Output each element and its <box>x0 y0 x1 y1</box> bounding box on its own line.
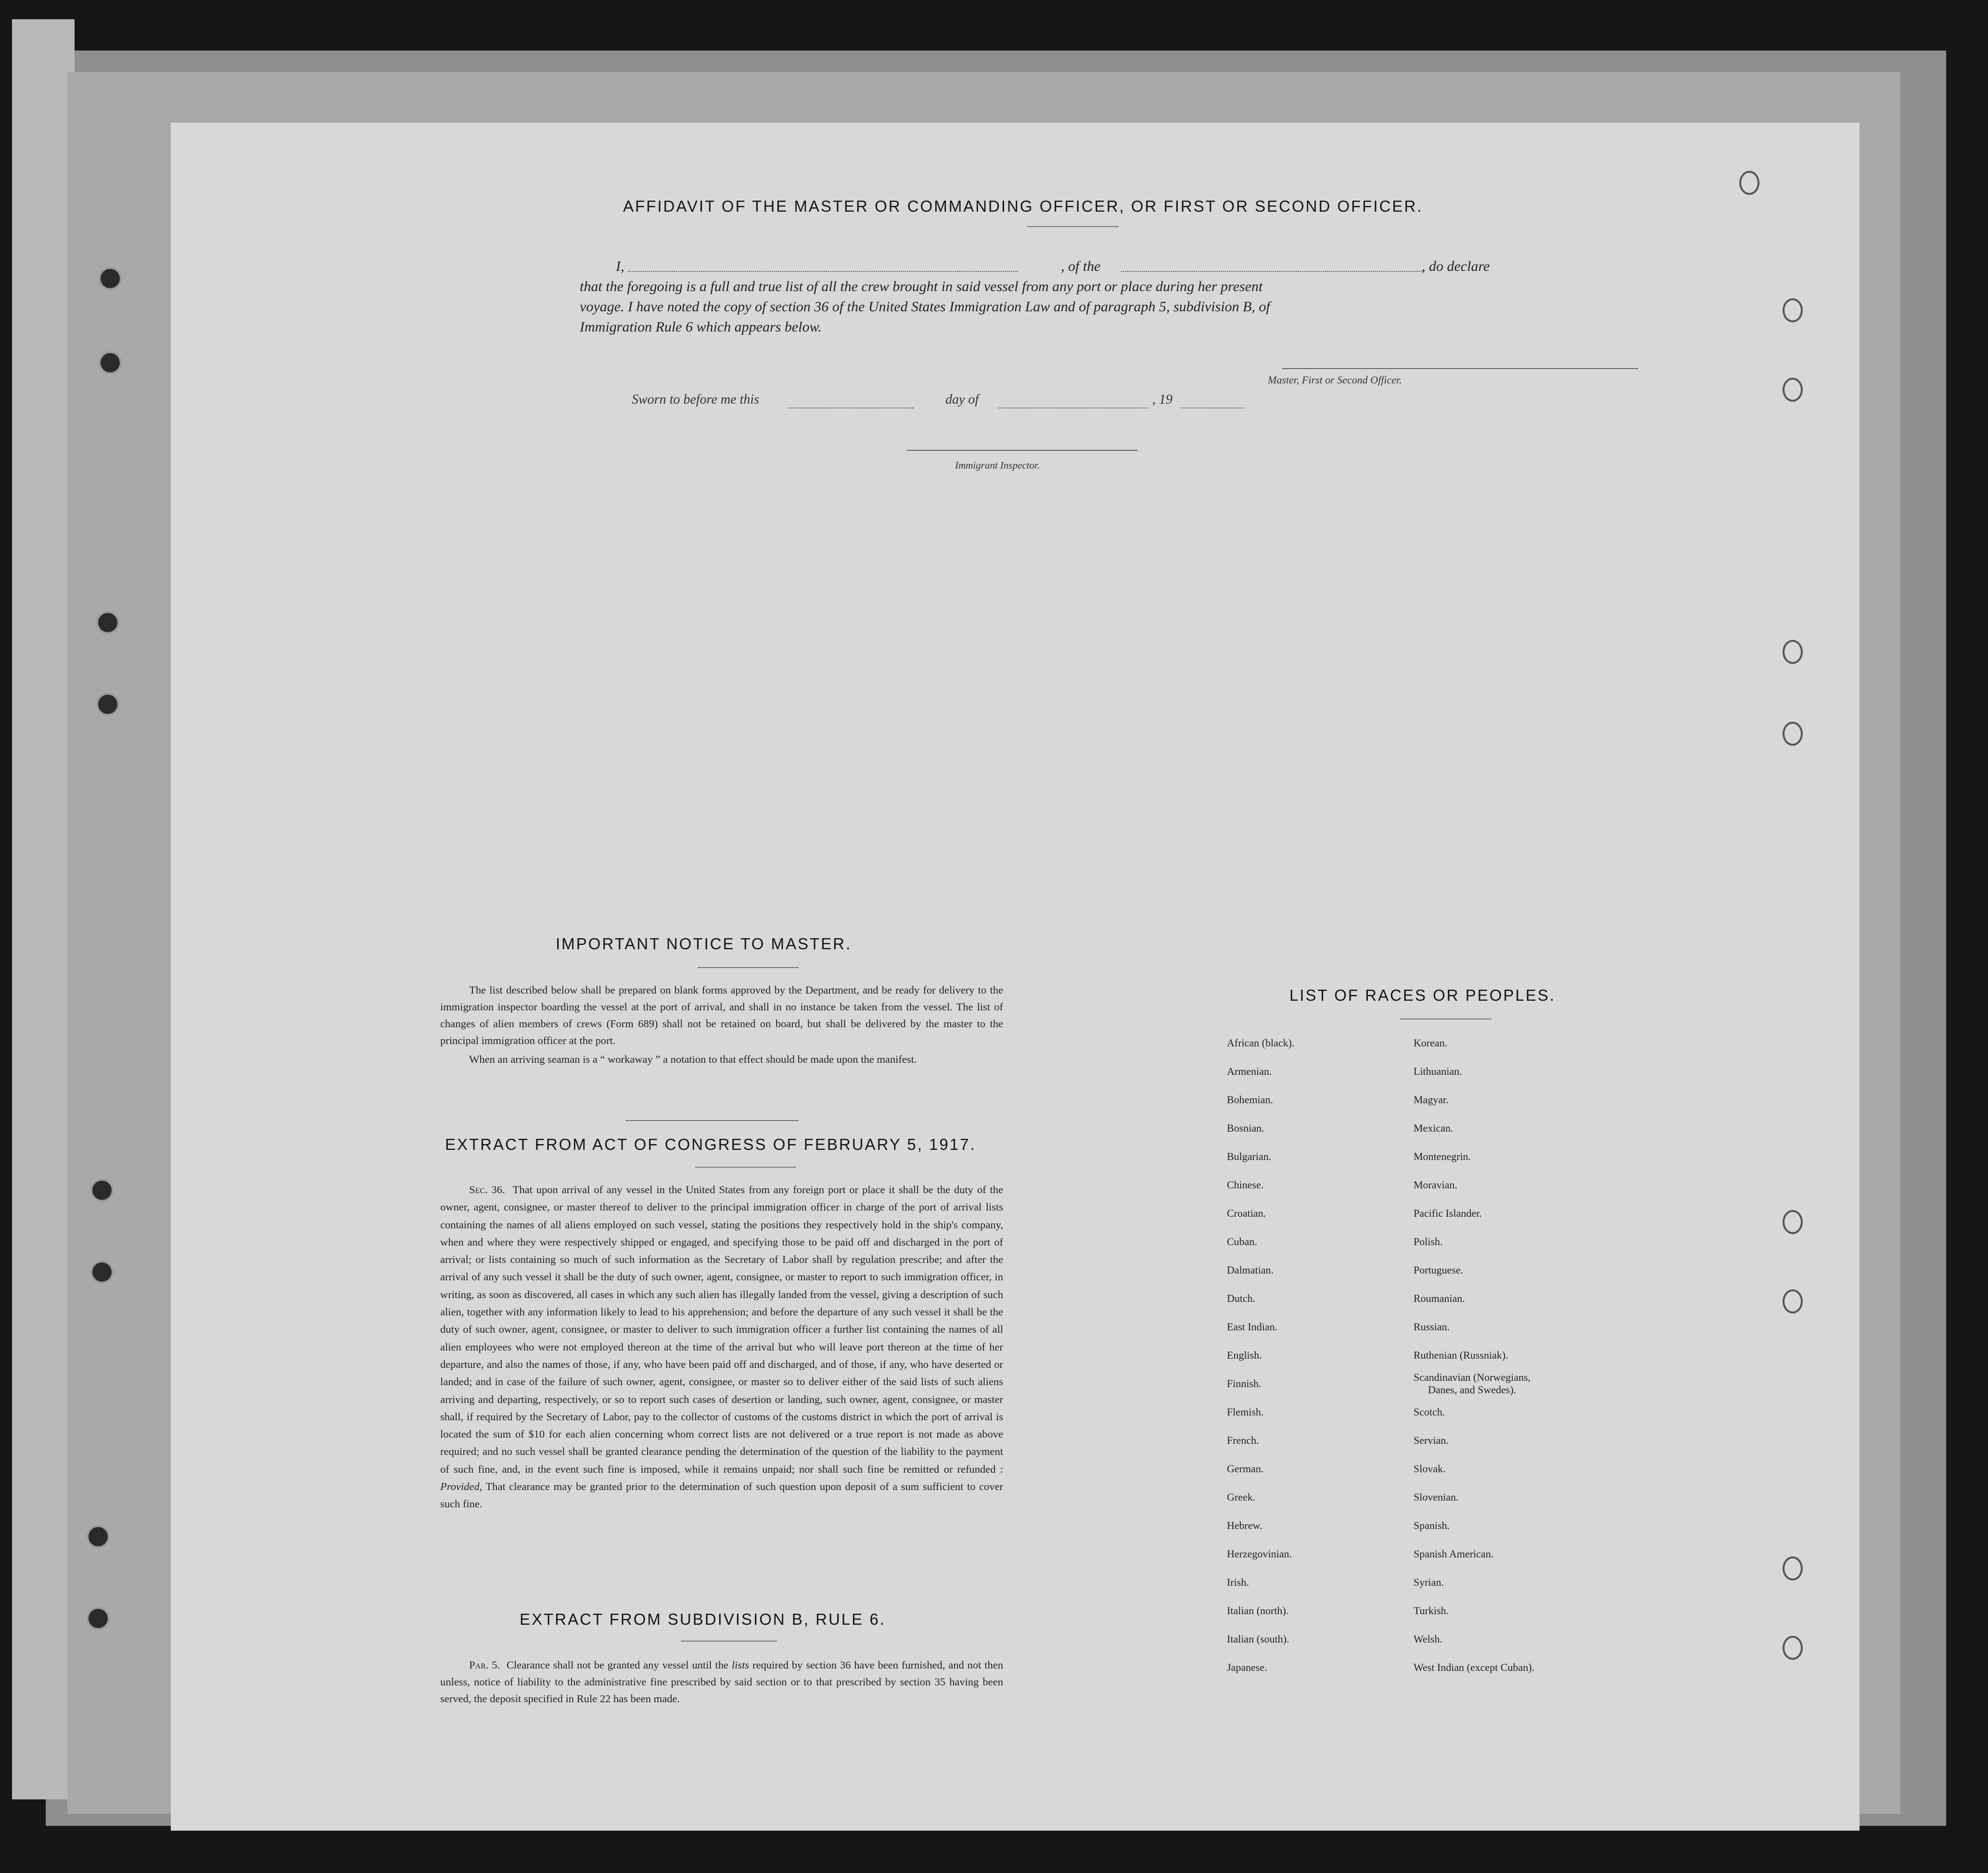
race-item: Greek. <box>1227 1491 1256 1503</box>
race-item: Portuguese. <box>1414 1264 1464 1276</box>
punch-hole-icon <box>1783 298 1803 322</box>
act-extract-title: EXTRACT FROM ACT OF CONGRESS OF FEBRUARY 5, 1917. <box>445 1135 976 1153</box>
paragraph-label: Par. 5. <box>469 1659 500 1671</box>
race-item: Spanish American. <box>1414 1548 1494 1560</box>
binder-hole-icon <box>90 1179 114 1202</box>
race-item: Dalmatian. <box>1227 1264 1274 1276</box>
declarant-name-field[interactable] <box>628 271 1018 272</box>
races-title: LIST OF RACES OR PEOPLES. <box>1289 986 1556 1004</box>
master-signature-field[interactable] <box>1282 368 1638 369</box>
inspector-signature-field[interactable] <box>907 450 1138 451</box>
race-item: Cuban. <box>1227 1236 1257 1248</box>
punch-hole-icon <box>1739 171 1759 195</box>
affidavit-line-4: Immigration Rule 6 which appears below. <box>580 319 822 335</box>
form-page <box>171 123 1860 1831</box>
race-item: African (black). <box>1227 1037 1295 1049</box>
race-item: Croatian. <box>1227 1207 1266 1219</box>
race-item: Turkish. <box>1414 1605 1449 1617</box>
section-divider <box>625 1120 799 1121</box>
race-item: Hebrew. <box>1227 1519 1262 1531</box>
race-item: Roumanian. <box>1414 1292 1465 1304</box>
notice-paragraph-2: When an arriving seaman is a “ workaway ” a notation to that effect should be made upon the manifest. <box>469 1053 917 1065</box>
affidavit-line-3: voyage. I have noted the copy of section 36 of the United States Immigration Law and of paragraph 5, subdivision B, of <box>580 299 1270 315</box>
section-36-text: That upon arrival of any vessel in the United States from any foreign port or place it shall be the duty of the owner, agent, consignee, or master thereof to deliver to the principal immigration officer in charge of the port of arrival lists containing the names of all aliens employed on such vessel, stating the positions they respectively hold in the ship's company, when and where they were respectively shipped or engaged, and specifying those to be paid off and discharged in the port of arrival; or lists containing so much of such information as the Secretary of Labor shall by regulation prescribe; and after the arrival of any such vessel it shall be the duty of such owner, agent, consignee, or master to report to such immigration officer, in writing, as soon as discovered, all cases in which any such alien has illegally landed from the vessel, giving a description of such alien, together with any information likely to lead to his apprehension; and before the departure of any such vessel it shall be the duty of such owner, agent, consignee, or master to deliver to such immigration officer a further list containing the names of all alien employees who were not employed thereon at the time of the arrival but who will leave port thereon at the time of her departure, and also the names of those, if any, who have been paid off and discharged, and of those, if any, who have deserted or landed; and in case of the failure of such owner, agent, consignee, or master so to deliver either of the said lists of such aliens arriving and departing, respectively, or so to report such cases of desertion or landing, such owner, agent, consignee, or master shall, if required by the Secretary of Labor, pay to the collector of customs of the customs district in which the port of arrival is located the sum of $10 for each alien concerning whom correct lists are not delivered or a true report is not made as above required; and no such vessel shall be granted clearance pending the determination of the question of the liability to the payment of such fine, and, in the event such fine is imposed, while it remains unpaid; nor shall such fine be remitted or refunded : <box>440 1184 1003 1475</box>
provided-word: Provided, <box>440 1480 483 1493</box>
notice-body <box>440 981 1003 1068</box>
race-item: Spanish. <box>1414 1519 1450 1531</box>
race-item: Dutch. <box>1227 1292 1256 1304</box>
race-item: Welsh. <box>1414 1633 1442 1645</box>
race-item: Bosnian. <box>1227 1122 1264 1134</box>
punch-hole-icon <box>1783 1210 1803 1234</box>
inspector-label: Immigrant Inspector. <box>955 459 1040 471</box>
race-item: Syrian. <box>1414 1576 1444 1588</box>
punch-hole-icon <box>1783 1289 1803 1313</box>
day-of-text: day of <box>945 392 979 407</box>
affidavit-body <box>580 256 1648 337</box>
races-left-column <box>1227 1029 1294 1682</box>
race-item: Russian. <box>1414 1321 1450 1333</box>
rule-text-before: Clearance shall not be granted any vessel until the <box>506 1659 728 1671</box>
race-item: Montenegrin. <box>1414 1150 1471 1162</box>
race-item: English. <box>1227 1349 1262 1361</box>
race-item: Pacific Islander. <box>1414 1207 1482 1219</box>
binder-hole-icon <box>87 1525 110 1548</box>
affidavit-title: AFFIDAVIT OF THE MASTER OR COMMANDING OFFICER, OR FIRST OR SECOND OFFICER. <box>623 197 1423 215</box>
binder-hole-icon <box>96 693 119 716</box>
act-title-underline <box>695 1167 796 1168</box>
race-item-continuation: Danes, and Swedes). <box>1428 1384 1516 1396</box>
year-prefix-text: , 19 <box>1152 392 1172 407</box>
of-the-text: , of the <box>1061 258 1101 274</box>
race-item: Polish. <box>1414 1236 1443 1248</box>
race-item-scandinavian <box>1414 1369 1534 1398</box>
race-item: French. <box>1227 1434 1259 1446</box>
section-36-tail: That clearance may be granted prior to the determination of such question upon deposit of a sum sufficient to cover such fine. <box>440 1480 1004 1510</box>
act-extract-body <box>440 1181 1003 1513</box>
race-item: Lithuanian. <box>1414 1065 1462 1077</box>
race-item: Herzegovinian. <box>1227 1548 1292 1560</box>
races-right-column <box>1414 1029 1534 1682</box>
race-item: Magyar. <box>1414 1094 1449 1106</box>
race-item: Flemish. <box>1227 1406 1264 1418</box>
rule-title-underline <box>681 1641 777 1642</box>
race-item: Servian. <box>1414 1434 1449 1446</box>
race-item: Slovak. <box>1414 1463 1446 1475</box>
race-item: German. <box>1227 1463 1264 1475</box>
race-item: Scotch. <box>1414 1406 1445 1418</box>
binder-hole-icon <box>96 611 119 634</box>
left-binding-strip <box>12 19 75 1799</box>
master-signature-label: Master, First or Second Officer. <box>1268 374 1402 386</box>
declarant-prefix: I, <box>616 258 624 274</box>
race-item: Bohemian. <box>1227 1094 1273 1106</box>
section-label: Sec. 36. <box>469 1184 505 1196</box>
race-item: Italian (north). <box>1227 1605 1289 1617</box>
race-item: Armenian. <box>1227 1065 1272 1077</box>
do-declare-text: , do declare <box>1422 258 1490 274</box>
affidavit-line-2: that the foregoing is a full and true list of all the crew brought in said vessel from any port or place during her present <box>580 279 1263 294</box>
notice-underline <box>698 967 799 968</box>
punch-hole-icon <box>1783 640 1803 664</box>
race-item: East Indian. <box>1227 1321 1278 1333</box>
race-item: Japanese. <box>1227 1661 1267 1673</box>
binder-hole-icon <box>99 351 122 374</box>
lists-word: lists <box>731 1659 750 1671</box>
rule-extract-body <box>440 1656 1003 1707</box>
binder-hole-icon <box>87 1607 110 1630</box>
punch-hole-icon <box>1783 722 1803 746</box>
binder-hole-icon <box>90 1261 114 1284</box>
vessel-name-field[interactable] <box>1121 271 1424 272</box>
punch-hole-icon <box>1783 378 1803 402</box>
race-item: Italian (south). <box>1227 1633 1289 1645</box>
rule-extract-title: EXTRACT FROM SUBDIVISION B, RULE 6. <box>520 1610 886 1628</box>
rule-text-after: required by section 36 have been furnished, and not then unless, notice of liability to the administrative fine prescribed by said section or to that prescribed by section 35 having been served, the deposit specified in Rule 22 has been made. <box>440 1659 1004 1705</box>
race-item: Slovenian. <box>1414 1491 1459 1503</box>
notice-title: IMPORTANT NOTICE TO MASTER. <box>556 935 852 953</box>
race-item: Chinese. <box>1227 1179 1264 1191</box>
sworn-text: Sworn to before me this <box>632 392 759 407</box>
race-item: Scandinavian (Norwegians, <box>1414 1371 1531 1383</box>
punch-hole-icon <box>1783 1636 1803 1660</box>
binder-hole-icon <box>99 267 122 290</box>
race-item: West Indian (except Cuban). <box>1414 1661 1535 1673</box>
race-item: Mexican. <box>1414 1122 1453 1134</box>
race-item: Finnish. <box>1227 1377 1262 1389</box>
race-item: Korean. <box>1414 1037 1448 1049</box>
race-item: Ruthenian (Russniak). <box>1414 1349 1508 1361</box>
race-item: Bulgarian. <box>1227 1150 1272 1162</box>
race-item: Irish. <box>1227 1576 1249 1588</box>
punch-hole-icon <box>1783 1556 1803 1580</box>
notice-paragraph-1: The list described below shall be prepared on blank forms approved by the Department, and be ready for delivery to the immigration inspector boarding the vessel at the port of arrival, and shall in no instance be taken from the vessel. The list of changes of alien members of crews (Form 689) shall not be retained on board, but shall be delivered by the master to the principal immigration officer at the port. <box>440 984 1003 1046</box>
race-item: Moravian. <box>1414 1179 1458 1191</box>
title-underline <box>1027 226 1119 227</box>
